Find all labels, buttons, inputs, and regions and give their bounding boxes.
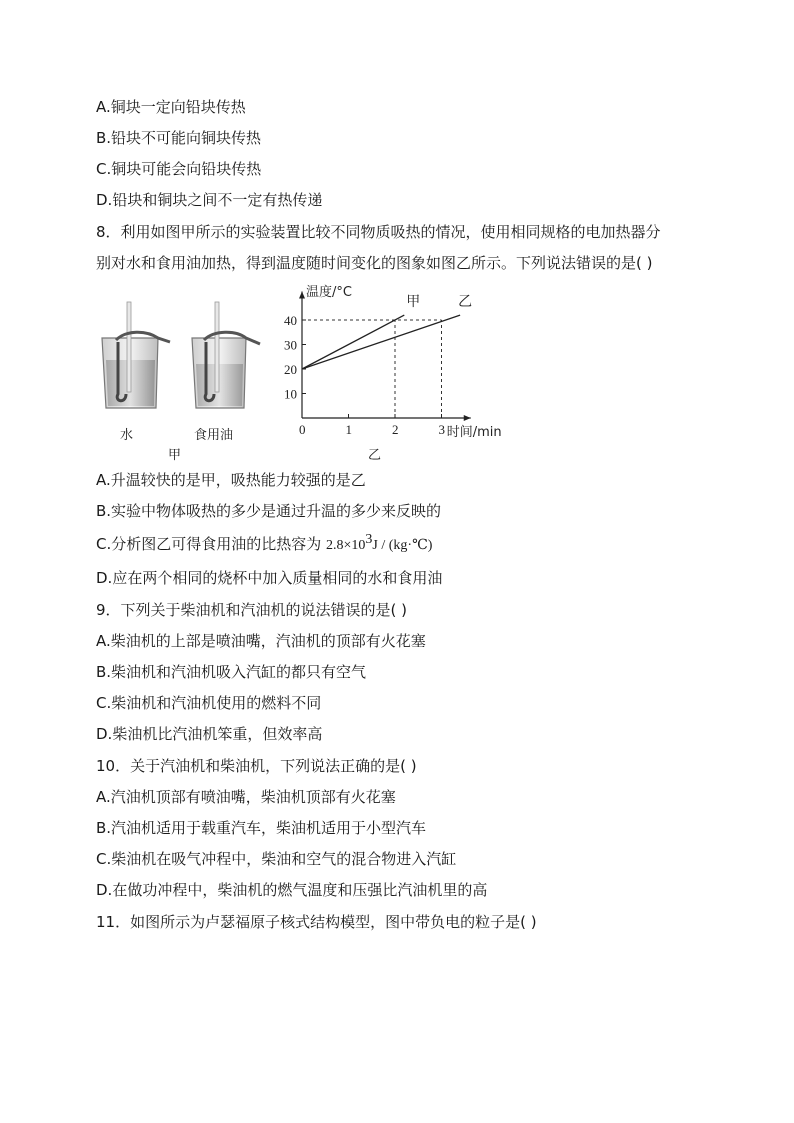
series-line-0 <box>302 315 404 369</box>
q8-option-a: A.升温较快的是甲，吸热能力较强的是乙 <box>96 471 366 489</box>
q9-option-b: B.柴油机和汽油机吸入汽缸的都只有空气 <box>96 663 367 681</box>
y-tick-label: 30 <box>284 337 297 353</box>
q8-option-c-prefix: C.分析图乙可得食用油的比热容为 <box>96 535 327 553</box>
figure-jia-caption: 甲 <box>168 448 182 463</box>
q10-option-a: A.汽油机顶部有喷油嘴，柴油机顶部有火花塞 <box>96 788 396 806</box>
x-axis-label: 时间/min <box>446 425 502 440</box>
oil-beaker <box>192 302 260 408</box>
q8-option-c-value: 2.8×10 <box>326 538 366 553</box>
series-label-0: 甲 <box>406 294 421 311</box>
q7-option-a: A.铜块一定向铅块传热 <box>96 98 246 116</box>
series-label-1: 乙 <box>458 294 473 311</box>
q9-option-a: A.柴油机的上部是喷油嘴，汽油机的顶部有火花塞 <box>96 632 426 650</box>
q7-option-d: D.铅块和铜块之间不一定有热传递 <box>96 191 323 209</box>
q9-option-c: C.柴油机和汽油机使用的燃料不同 <box>96 694 322 712</box>
y-axis-arrow <box>299 292 305 299</box>
figure-yi-caption: 乙 <box>368 448 382 463</box>
y-tick-label: 20 <box>284 362 297 377</box>
label-oil: 食用油 <box>194 428 234 443</box>
label-water: 水 <box>120 428 134 443</box>
q8-option-d: D.应在两个相同的烧杯中加入质量相同的水和食用油 <box>96 569 443 587</box>
chart-series <box>302 294 472 369</box>
q11-stem: 11．如图所示为卢瑟福原子核式结构模型，图中带负电的粒子是( ) <box>96 913 537 931</box>
q10-option-b: B.汽油机适用于载重汽车，柴油机适用于小型汽车 <box>96 819 427 837</box>
temperature-time-chart <box>280 282 520 462</box>
series-line-1 <box>302 315 460 369</box>
x-tick-label: 2 <box>392 422 399 437</box>
q7-option-b: B.铅块不可能向铜块传热 <box>96 129 262 147</box>
q8-stem-line2: 别对水和食用油加热，得到温度随时间变化的图象如图乙所示。下列说法错误的是( ) <box>96 254 653 272</box>
q9-stem: 9．下列关于柴油机和汽油机的说法错误的是( ) <box>96 601 408 619</box>
x-tick-label: 3 <box>438 422 445 437</box>
q8-option-c <box>96 534 432 556</box>
q8-option-c-unit: J / (kg·℃) <box>372 538 433 553</box>
x-axis-arrow <box>464 415 471 421</box>
q9-option-d: D.柴油机比汽油机笨重，但效率高 <box>96 725 323 743</box>
q8-stem-line1: 8．利用如图甲所示的实验装置比较不同物质吸热的情况，使用相同规格的电加热器分 <box>96 223 661 241</box>
x-tick-label: 1 <box>345 422 352 437</box>
y-tick-label: 10 <box>284 386 297 402</box>
x-tick-label: 0 <box>299 422 306 437</box>
chart-axes <box>299 292 471 422</box>
q8-option-b: B.实验中物体吸热的多少是通过升温的多少来反映的 <box>96 502 442 520</box>
chart-dashed-guides <box>302 320 442 418</box>
q10-option-d: D.在做功冲程中，柴油机的燃气温度和压强比汽油机里的高 <box>96 881 488 899</box>
chart-labels <box>306 284 502 440</box>
q10-stem: 10．关于汽油机和柴油机，下列说法正确的是( ) <box>96 757 417 775</box>
q7-option-c: C.铜块可能会向铅块传热 <box>96 160 262 178</box>
water-beaker <box>102 302 170 408</box>
y-tick-label: 40 <box>284 313 297 328</box>
q10-option-c: C.柴油机在吸气冲程中，柴油和空气的混合物进入汽缸 <box>96 850 457 868</box>
q8-figure <box>96 282 526 462</box>
y-axis-label: 温度/°C <box>306 285 352 300</box>
q8-option-c-exponent: 3 <box>365 532 373 547</box>
